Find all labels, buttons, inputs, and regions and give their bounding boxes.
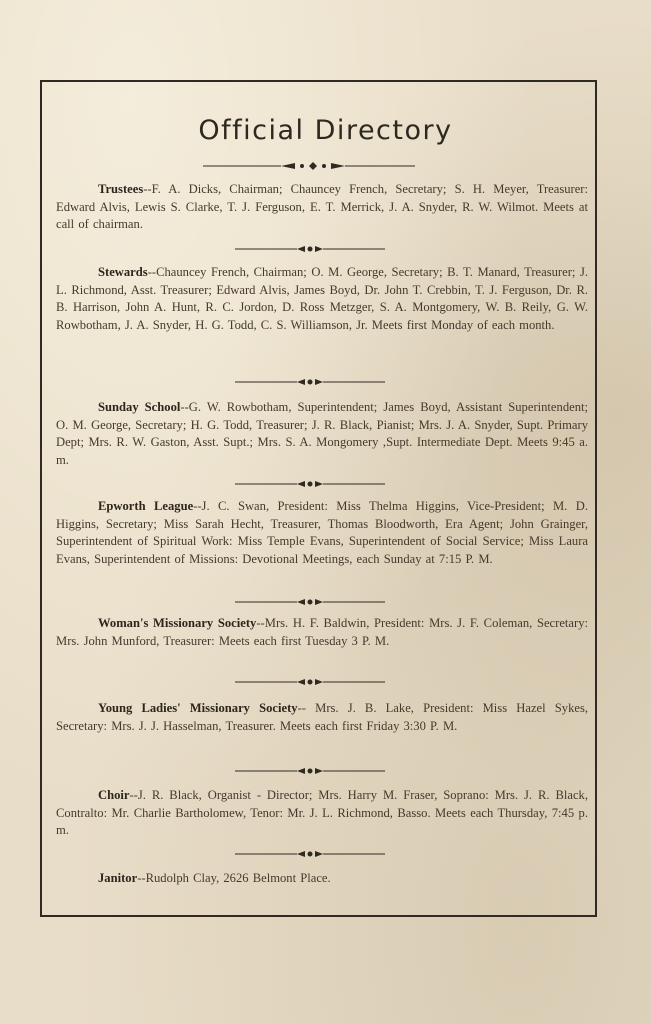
entry-name: Sunday School — [98, 400, 181, 414]
divider-ornament — [235, 849, 385, 859]
entry-stewards — [56, 264, 588, 334]
entry-name: Young Ladies' Missionary Society — [98, 701, 298, 715]
entry-name: Epworth League — [98, 499, 194, 513]
page-title: Official Directory — [198, 115, 453, 146]
divider-ornament — [235, 766, 385, 776]
entry-trustees — [56, 181, 588, 234]
entry-text: --J. R. Black, Organist - Director; Mrs. Harry M. Fraser, Soprano: Mrs. J. R. Black, Contralto: Mr. Charlie Bartholomew, Tenor: Mr. J. L. Richmond, Basso. Meets each Thursday, 7:45 p. m. — [56, 788, 588, 838]
entry-text: --J. C. Swan, President: Miss Thelma Higgins, Vice-President; M. D. Higgins, Secretary; Miss Sarah Hecht, Treasurer, Thomas Bloodworth, Era Agent; John Grainger, Superintendent of Spiritual Work: Miss Temple Evans, Superintendent of Social Service; Miss Laura Evans, Superintendent of Missions: Devotional Meetings, each Sunday at 7:15 P. M. — [56, 499, 588, 566]
entry-young-ladies-missionary-society — [56, 700, 588, 735]
entry-text: --Mrs. H. F. Baldwin, President: Mrs. J. F. Coleman, Secretary: Mrs. John Munford, Treasurer: Meets each first Tuesday 3 P. M. — [56, 616, 589, 648]
entry-name: Janitor — [98, 871, 138, 885]
entry-text: --Chauncey French, Chairman; O. M. George, Secretary; B. T. Manard, Treasurer; J. L. Richmond, Asst. Treasurer; Edward Alvis, James Boyd, Dr. John T. Crebbin, T. J. Ferguson, Dr. R. B. Harrison, John A. Hunt, R. C. Jordon, D. Ross Metzger, S. A. Montgomery, W. B. Reily, G. W. Rowbotham, J. A. Snyder, H. G. Todd, C. S. Williamson, Jr. Meets first Monday of each month. — [56, 265, 588, 332]
entry-text: --F. A. Dicks, Chairman; Chauncey French, Secretary; S. H. Meyer, Treasurer: Edward Alvis, Lewis S. Clarke, T. J. Ferguson, E. T. Merrick, J. A. Snyder, R. W. Wilmot. Meets at call of chairman. — [56, 182, 588, 232]
entry-janitor — [56, 870, 588, 888]
entry-epworth-league — [56, 498, 588, 568]
title-ornament — [203, 161, 415, 171]
entry-name: Stewards — [98, 265, 148, 279]
entry-name: Trustees — [98, 182, 144, 196]
entry-name: Woman's Missionary Society — [98, 616, 257, 630]
divider-ornament — [235, 244, 385, 254]
divider-ornament — [235, 677, 385, 687]
divider-ornament — [235, 377, 385, 387]
entry-choir — [56, 787, 588, 840]
divider-ornament — [235, 479, 385, 489]
entry-womans-missionary-society — [56, 615, 588, 650]
entry-text: -- Mrs. J. B. Lake, President: Miss Hazel Sykes, Secretary: Mrs. J. J. Hasselman, Treasurer. Meets each first Friday 3:30 P. M. — [56, 701, 589, 733]
entry-sunday-school — [56, 399, 588, 469]
entry-text: --Rudolph Clay, 2626 Belmont Place. — [137, 871, 331, 885]
entry-text: --G. W. Rowbotham, Superintendent; James Boyd, Assistant Superintendent; O. M. George, Secretary; H. G. Todd, Treasurer; J. R. Black, Pianist; Mrs. J. A. Snyder, Supt. Primary Dept; Mrs. R. W. Gaston, Asst. Supt.; Mrs. S. A. Mongomery ,Supt. Intermediate Dept. Meets 9:45 a. m. — [56, 400, 588, 467]
entry-name: Choir — [98, 788, 130, 802]
divider-ornament — [235, 597, 385, 607]
